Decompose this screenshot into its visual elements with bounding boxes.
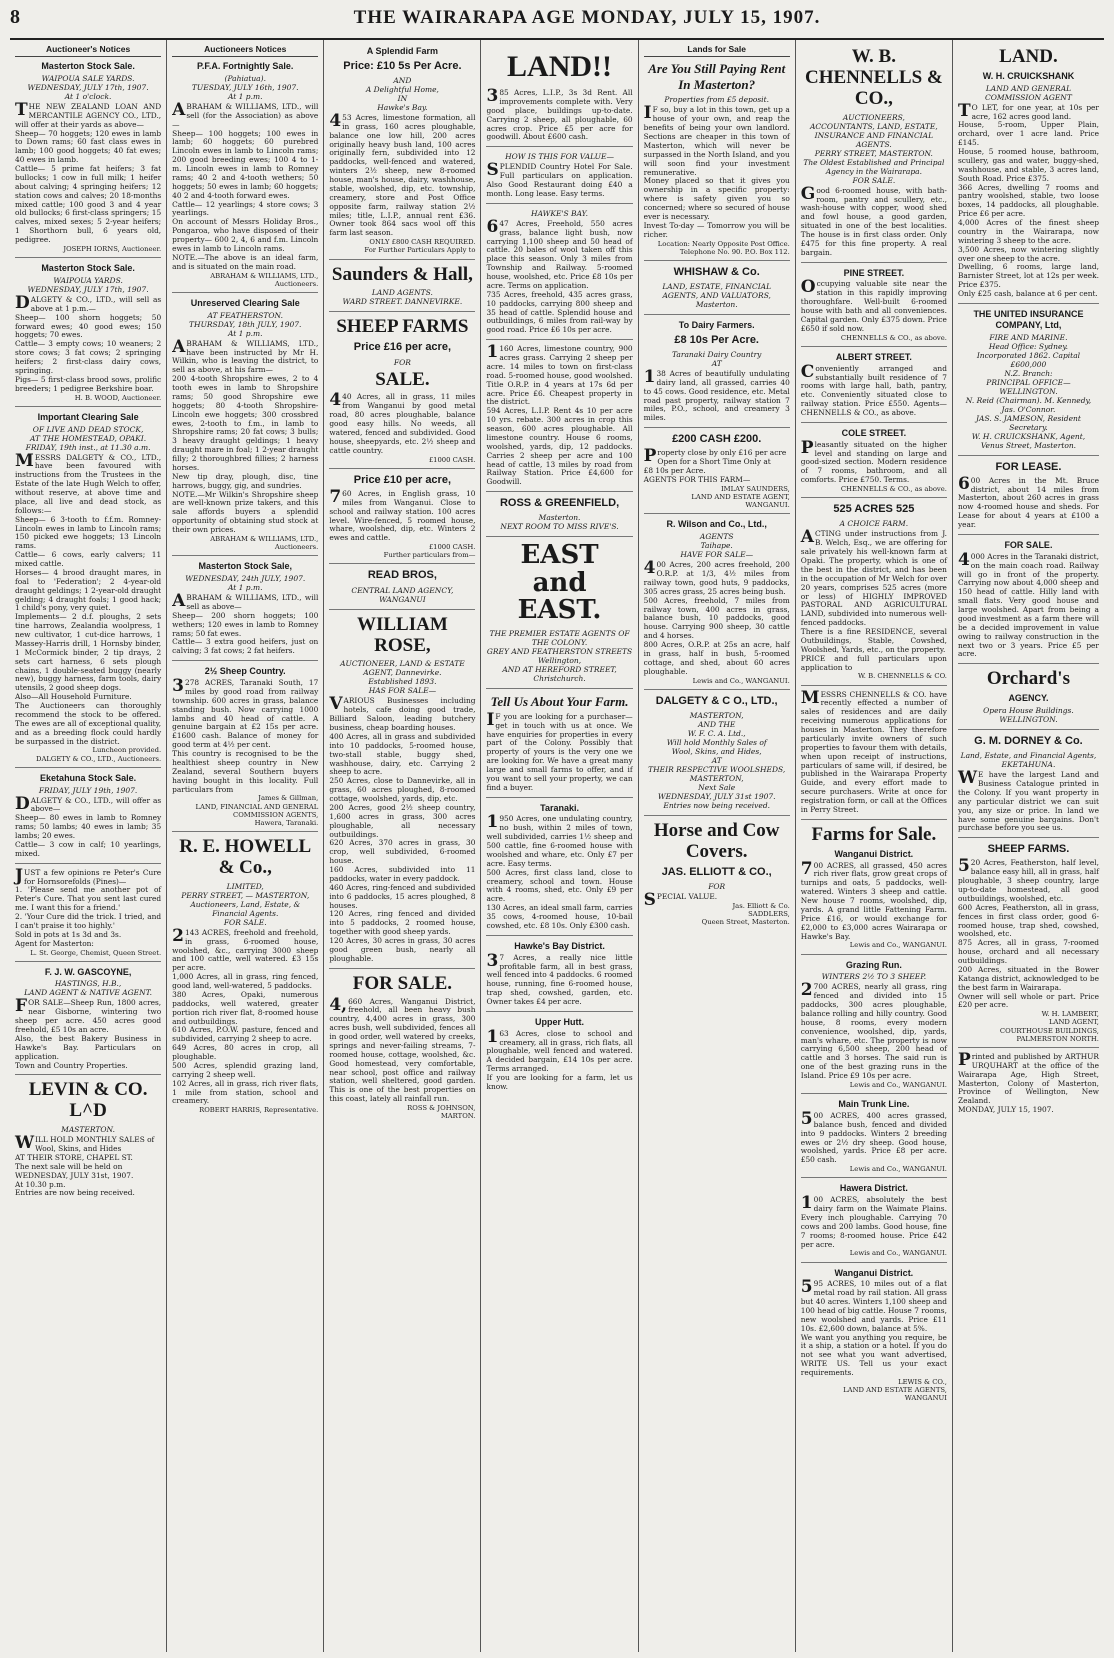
advertisement <box>800 687 947 820</box>
ad-subtitle: AND A Delightful Home, IN Hawke's Bay. <box>365 75 439 112</box>
ad-body: 520 Acres, Featherston, half level, balance easy hill, all in grass, half ploughable, 3 sheep country, large up-to-date homestead, all good outbuildings, woolshed, etc. 600 Acres, Featherston, all in grass, fences in first class order, good 6-roomed house, trap shed, cowshed, woolshed, etc. 875 Acres, all in grass, 7-roomed house, orchard and all necessary outbuildings. 200 Acres, situated in the Bower Katanga district, acknowledged to be the best farm in Wairarapa. Owner will sell whole or part. Price £20 per acre. <box>957 856 1099 1010</box>
ad-body: 440 Acres, all in grass, 11 miles from Wanganui by good metal road, 80 acres ploughable, balance good easy hills. No weeds, all watered, fenced and subdivided. Good house, sheepyards, etc. 2½ sheep and cattle country. <box>329 390 476 455</box>
ad-body: 163 Acres, close to school and creamery, all in grass, rich flats, all ploughable, well fenced and watered. A decided bargain, £14 10s per acre. Terms arranged. If you are looking for a farm, let us know. <box>486 1026 633 1091</box>
ad-body: JUST a few opinions re Peter's Cure for Hornsorefolds (Pines)— 1. 'Please send me another pot of Peter's Cure. That you sent last cured me. I want this for a friend.' 2. 'Your Cure did the trick. I tried, and I can't praise it too highly.' Sold in pots at 1s 3d and 3s. Agent for Masterton: <box>15 865 162 948</box>
ad-signature: W. B. CHENNELLS & CO. <box>857 672 947 681</box>
advertisement <box>958 461 1099 535</box>
ad-subtitle: AGENTS Taihape. HAVE FOR SALE— <box>680 532 754 560</box>
advertisement <box>329 474 475 565</box>
ad-body: Conveniently arranged and substantially built residence of 7 rooms with large hall, bath, pantry, etc. Conveniently situated close to railway station. Price £550. Agents—CHENNELLS & CO., as above. <box>800 361 947 418</box>
ad-body: Occupying valuable site near the station in this rapidly improving thoroughfare. Well-built 6-roomed house with bath and all conveniences. Capital garden. Only £375 down. Price £650 if sold now. <box>800 277 947 333</box>
ad-subtitle: WAIPOUA YARDS. WEDNESDAY, JULY 17th, 1907. <box>27 275 149 294</box>
ad-display-heading: WILLIAM ROSE, <box>356 613 448 656</box>
ad-large-heading: LAND!! <box>507 50 613 83</box>
ad-display-heading: W. B. CHENNELLS & CO., <box>804 46 943 109</box>
advertisement <box>486 50 632 147</box>
ad-body: 500 ACRES, 400 acres grassed, balance bush, fenced and divided into 9 paddocks. Winters 2 breeding ewes or 2½ dry sheep. Good house, woolshed, yards. Price £8 per acre. £50 cash. <box>800 1108 947 1165</box>
advertisement <box>486 694 632 797</box>
ad-heading: To Dairy Farmers. <box>678 320 755 330</box>
ad-body: WILL HOLD MONTHLY SALES of Wool, Skins, and Hides AT THEIR STORE, CHAPEL ST. The next sale will be held on WEDNESDAY, JULY 31st, 1907. At 10.30 p.m. Entries are now being received. <box>15 1133 155 1198</box>
ad-body: 4000 Acres in the Taranaki district, on the main coach road. Railway will go in front of the property. Carrying now about 4,000 sheep and 150 head of cattle. Hilly land with small flats. Very good house and large woolshed. Apart from being a good investment as a farm there will be a decided improvement in value owing to railway construction in the next two or 3 years. Price £5 per acre. <box>957 549 1099 659</box>
ad-body: 453 Acres, limestone formation, all in grass, 160 acres ploughable, balance one low hill, 200 acres originally heavy bush land, 100 acres originally fern, subdivided into 12 paddocks, well-fenced and watered, winters 2½ sheep, new 8-roomed house, man's house, dairy, washhouse, stable, woolshed, dip, etc. township, creamery, store and Post Office opposite farm, railway station 2½ miles; title, L.I.P., annual rent £36. Owner took 864 sacs wool off this farm last season. <box>329 110 476 238</box>
ad-subtitle: FOR <box>708 881 726 891</box>
ad-signature: James & Gillman, LAND, FINANCIAL AND GENERAL COMMISSION AGENTS, Hawera, Taranaki. <box>195 794 319 827</box>
advertisement <box>486 803 632 936</box>
advertisement <box>486 1017 632 1096</box>
advertisement <box>801 503 947 685</box>
column-heading: Auctioneer's Notices <box>15 44 161 57</box>
column-heading: Lands for Sale <box>644 44 790 57</box>
ad-subheading: ROSS & GREENFIELD, <box>499 497 620 510</box>
column-heading: Auctioneers Notices <box>172 44 318 57</box>
ad-heading: Hawera District. <box>839 1183 908 1194</box>
column-4 <box>481 40 638 1652</box>
ad-signature: £1000 CASH. <box>428 455 476 464</box>
advertisement <box>801 47 947 263</box>
ad-signature: H. B. WOOD, Auctioneer. <box>74 393 162 402</box>
ad-subtitle: HASTINGS, H.B., LAND AGENT & NATIVE AGENT. <box>24 979 152 998</box>
ad-signature: ROBERT HARRIS, Representative. <box>199 1106 319 1115</box>
ad-subtitle: Properties from £5 deposit. <box>664 95 769 105</box>
ad-heading: R. Wilson and Co., Ltd., <box>666 519 767 530</box>
ad-subheading: READ BROS, <box>367 569 437 582</box>
ad-heading: Taranaki. <box>540 802 579 813</box>
advertisement <box>644 821 790 930</box>
ad-subtitle: WEDNESDAY, 24th JULY, 1907. At 1 p.m. <box>185 574 306 593</box>
ad-subheading: Price: £10 5s Per Acre. <box>343 59 462 72</box>
ad-subheading: WHISHAW & Co. <box>673 265 760 278</box>
ad-signature: ABRAHAM & WILLIAMS, LTD., Auctioneers. <box>210 271 319 288</box>
ad-subtitle: Masterton. NEXT ROOM TO MISS RIVE'S. <box>500 513 619 532</box>
advertisement <box>329 46 475 260</box>
ad-subtitle: CENTRAL LAND AGENCY, WANGANUI <box>351 585 454 604</box>
ad-body: 595 ACRES, 10 miles out of a flat metal road by rail station. All grass but 40 acres. Winters 1,100 sheep and 100 head of big cattle. House 7 rooms, new woolshed and yards. Price £11 10s. £2,600 down, balance at 5%. We want you anything you require, be it a ship, a station or a hotel. If you do not see what you want advertised, WRITE US. Tell us your exact requirements. <box>800 1277 947 1378</box>
ad-subheading: £200 CASH £200. <box>672 433 762 446</box>
advertisement <box>172 666 318 832</box>
ad-body: TO LET, for one year, at 10s per acre, 162 acres good land. House, 5-room, Upper Plain, orchard, over 1 acre land. Price £145. House, 5 roomed house, bathroom, scullery, gas and water, buggy-shed, washhouse, and stable, 3 acres land, South Road. Price £375. 366 Acres, dwelling 7 rooms and pantry woolshed, stable, two loose boxes, 14 paddocks, all ploughable. Price £6 per acre. 4,000 Acres of the finest sheep country in the Wairarapa, now wintering 3 sheep to the acre. 3,500 Acres, now wintering slightly over one sheep to the acre. Dwelling, 6 rooms, large land, Barnister Street, lot at 12s per week. Price £375. Only £25 cash, balance at 6 per cent. <box>957 100 1099 299</box>
advertisement <box>958 47 1099 304</box>
ad-subheading: JAS. ELLIOTT & CO., <box>661 865 772 878</box>
advertisement <box>172 837 318 1118</box>
advertisement <box>486 497 632 537</box>
ad-body: ABRAHAM & WILLIAMS, LTD., will sell (for the Association) as above— Sheep— 100 hoggets; 100 ewes in lamb; 60 hoggets; 60 purebred Lincoln ewes in lamb to Lincoln rams; 200 good breeding ewes; 100 4 to 1-m. Lincoln ewes in lamb to Romney rams; 40 2 and 4-tooth wethers; 50 hoggets; 50 ewes in lamb; 60 hoggets; 40 2 and 4-tooth forward ewes. Cattle— 12 yearlings; 4 store cows; 3 yearlings. On account of Messrs Holiday Bros., Pongaroa, who have disposed of their property— 600 2, 4, 6 and f.m. Lincoln ewes in lamb to Lincoln rams. NOTE.—The above is an ideal farm, and is situated on the main road. <box>172 99 319 271</box>
ad-subheading: SHEEP FARMS. <box>987 843 1070 856</box>
ad-signature: L. St. George, Chemist, Queen Street. <box>30 948 162 957</box>
ad-display-heading: SHEEP FARMS <box>336 316 469 338</box>
advertisement <box>486 152 632 204</box>
ad-body: FOR SALE—Sheep Run, 1800 acres, near Gisborne, wintering two sheep per acre. 450 acres good freehold, £5 10s an acre. Also, the best Bakery Business in Hawke's Bay. Particulars on application. Town and Country Properties. <box>15 996 162 1070</box>
ad-display-heading: R. E. HOWELL & Co., <box>179 836 312 878</box>
ad-body: MESSRS CHENNELLS & CO. have recently effected a number of sales of residences and are daily receiving numerous applications for houses in Masterton. They therefore particularly invite owners of such properties to favour them with details, when upon receipt of instructions, particulars of same will, if desired, be published in the Wairarapa Property Guide, and every effort made to secure purchasers. Write at once for registration form, or call at the Offices in Perry Street. <box>800 687 947 814</box>
advertisement <box>172 61 318 293</box>
ad-body: DALGETY & CO., LTD., will sell as above at 1 p.m.— Sheep— 100 shorn hoggets; 50 forward ewes; 40 good ewes; 150 hoggets; 70 ewes. Cattle— 3 empty cows; 10 weaners; 2 store cows; 3 fat cows; 2 springing heifers; 2 first-class dairy cows, springing. Pigs— 5 first-class brood sows, prolific breeders; 1 pedigree Berkshire boar. <box>15 292 162 393</box>
ad-body: ABRAHAM & WILLIAMS, LTD., have been instructed by Mr H. Wilkin, who is leaving the district, to sell as above, at his farm— 200 4-tooth Shropshire ewes, 2 to 4 tooth ewes in lamb to Shropshire rams; 50 good Shropshire ewe hoggets; 80 4-tooth Shropshire-Lincoln ewe hoggets; 300 crossbred ewes, 2-tooth to f.m., in lamb to Shropshire rams; 20 fat cows; 3 bulls; 3 heavy draught geldings; 1 heavy draught mare in foal; 1 2-year draught filly; 2 thoroughbred fillies; 2 harness horses. New tip dray, plough, disc, tine harrows, buggy, gig, and sundries. NOTE.—Mr Wilkin's Shropshire sheep are well-known prize takers, and this sale affords buyers a splendid opportunity of obtaining stud stock at their own prices. <box>172 336 319 535</box>
ad-subheading: 525 ACRES 525 <box>833 503 915 516</box>
ad-body: 385 Acres, L.I.P., 3s 3d Rent. All improvements complete with. Very good place, buildings up-to-date. Carrying 2 sheep, all ploughable, 60 acres crop. Price £5 per acre for goodwill. About £600 cash. <box>486 86 633 142</box>
advertisement <box>958 669 1099 730</box>
ad-signature: IMLAY SAUNDERS, LAND AND ESTATE AGENT, WANGANUI. <box>691 484 790 510</box>
ad-subtitle: AUCTIONEERS, ACCOUNTANTS, LAND, ESTATE, INSURANCE AND FINANCIAL AGENTS. PERRY STREET, MASTERTON. The Oldest Established and Principal Agency in the Wairarapa. FOR SALE. <box>803 112 945 185</box>
advertisement <box>801 428 947 498</box>
ad-body: 3278 ACRES, Taranaki South, 17 miles by good road from railway township. 600 acres in grass, balance standing bush. Now carrying 1000 lambs and 40 head of cattle. A genuine bargain at £2 15s per acre. £1600 cash. Balance of money for good term at 4½ per cent. This country is recognised to be the healthiest sheep country in New Zealand, several Southern buyers having bought in this locality. Full particulars from <box>172 676 319 794</box>
ad-display-heading: LAND. <box>999 46 1058 67</box>
ad-body: 700 ACRES, all grassed, 450 acres rich river flats, grow great crops of turnips and oats, 5 paddocks, well-watered. Winters 3 sheep and cattle. New house 7 rooms, woolshed, dip, yards. A grand little Fattening Farm. Price £16, or would exchange for £2,000 to £3,000 acres Wairarapa or Hawke's Bay. <box>800 858 947 941</box>
ad-heading: Hawke's Bay District. <box>514 940 605 951</box>
ad-signature: ONLY £800 CASH REQUIRED. For Further Particulars Apply to <box>364 238 476 255</box>
advertisement <box>644 519 790 689</box>
ad-gothic-heading: EAST and EAST. <box>517 540 602 625</box>
ad-italic-heading: Are You Still Paying Rent In Masterton? <box>648 61 786 92</box>
advertisement <box>486 209 632 340</box>
ad-body: DALGETY & CO., LTD., will offer as above— Sheep— 80 ewes in lamb to Romney rams; 50 lambs; 40 ewes in lamb; 35 lambs; 20 ewes. Cattle— 3 cow in calf; 10 yearlings, mixed. <box>15 793 162 858</box>
ad-subheading: FOR LEASE. <box>995 460 1062 473</box>
advertisement <box>172 561 318 661</box>
ad-signature: Lewis and Co., WANGANUI. <box>849 1080 947 1089</box>
ad-heading: A Splendid Farm <box>366 46 438 56</box>
advertisement <box>644 695 790 816</box>
ad-subtitle: LAND AGENTS. WARD STREET. DANNEVIRKE. <box>342 288 463 307</box>
column-5 <box>639 40 796 1652</box>
ad-body: 647 Acres, Freehold, 550 acres grass, balance light bush, now carrying 1,100 sheep and 50 head of cattle. 20 bales of wool taken off this place this season. Only 3 miles from Township and Railway. 5-roomed house, woolshed, etc. Price £8 10s per acre. Terms on application. 735 Acres, freehold, 435 acres grass, 10 paddocks, carrying 800 sheep and 35 head of cattle. Splendid house and outbuildings, 6 miles from rail-way by good road. Price £6 10s per acre. <box>486 216 633 335</box>
ad-subtitle: FRIDAY, JULY 19th, 1907. <box>38 785 138 795</box>
ad-body: 2143 ACRES, freehold and freehold, in grass, 6-roomed house, woolshed, &c., carrying 3000 sheep and 100 cattle, well watered. £3 15s per acre. 1,000 Acres, all in grass, ring fenced, good land, well-watered, 5 paddocks. 380 Acres, Opaki, numerous paddocks, well watered, greater portion rich river flat, 8-roomed house and outbuildings. 610 Acres, P.O.W. pasture, fenced and subdivided, carrying 2 sheep to acre. 649 Acres, 80 acres in crop, all ploughable. 500 Acres, splendid grazing land, carrying 2 sheep well. 102 Acres, all in grass, rich river flats, 1 mile from station, school and creamery. <box>172 925 319 1106</box>
advertisement <box>15 263 161 407</box>
advertisement <box>801 960 947 1095</box>
advertisement <box>329 974 475 1125</box>
ad-subtitle: THE PREMIER ESTATE AGENTS OF THE COLONY. GREY AND FEATHERSTON STREETS Wellington, AND AT HEREFORD STREET, Christchurch. <box>486 629 633 684</box>
ad-body: Property close by only £16 per acre Open for a Short Time Only at £8 10s per Acre. AGENTS FOR THIS FARM— <box>643 446 787 485</box>
ad-body: WE have the largest Land and Business Catalogue printed in the Colony. If you want property in any particular district we can suit you, any size or price. In land we have some genuine bargains. Don't purchase before you see us. <box>957 768 1099 833</box>
ad-body: ACTING under instructions from J. B. Welch, Esq., we are offering for sale privately his well-known farm at Opaki. The property, which is one of the best in the district, and has been in the occupation of Mr Welch for over 20 years, comprises 525 acres (more or less) of HIGHLY IMPROVED PASTORAL AND AGRICULTURAL LAND, subdivided into numerous well-fenced paddocks. There is a fine RESIDENCE, several Outbuildings, Stable, Cowshed, Woolshed, Yards, etc., on the property. PRICE and full particulars upon application to <box>800 527 947 672</box>
advertisement <box>486 342 633 492</box>
advertisement <box>801 352 947 423</box>
ad-signature: W. H. LAMBERT, LAND AGENT, COURTHOUSE BUILDINGS, PALMERSTON NORTH. <box>999 1010 1099 1043</box>
ad-heading: ALBERT STREET. <box>835 351 912 362</box>
ad-signature: ABRAHAM & WILLIAMS, LTD., Auctioneers. <box>210 534 319 552</box>
ad-body: 760 Acres, in English grass, 10 miles from Wanganui. Close to school and railway station. 100 acres level. Wire-fenced, 5 roomed house, whare, woolshed, dip, etc. Winters 2 ewes and cattle. <box>329 486 476 543</box>
ad-body: 600 Acres in the Mt. Bruce district, about 14 miles from Masterton, about 260 acres in grass now 4-roomed house and sheds. For Lease for about 4 years at £100 a year. <box>957 473 1099 530</box>
advertisement <box>15 412 161 768</box>
page-number: 8 <box>10 6 20 28</box>
ad-subtitle: HAWKE'S BAY. <box>531 208 589 218</box>
ad-heading: W. H. CRUICKSHANK <box>982 70 1075 81</box>
ad-heading: Masterton Stock Sale. <box>41 263 135 274</box>
ad-signature: JOSEPH IORNS, Auctioneer. <box>63 244 162 253</box>
ad-heading: COLE STREET. <box>841 427 907 438</box>
advertisement <box>329 569 475 609</box>
ad-body: 400 Acres, 200 acres freehold, 200 O.R.P. at 1/3, 4½ miles from railway town, good huts, 9 paddocks, 305 acres grass, 25 acres being bush. 500 Acres, freehold, 7 miles from railway town, 400 acres in grass, balance bush, 10 paddocks, good house. Carrying 900 sheep, 30 cattle and 4 horses. 800 Acres, O.R.P. at 25s an acre, half in grass, half in bush, 5-roomed cottage, and shed, about 60 acres ploughable. <box>643 558 790 676</box>
ad-subtitle: FOR <box>393 357 411 367</box>
ad-subheading: G. M. DORNEY & Co. <box>974 734 1083 747</box>
ad-signature: Lewis and Co., WANGANUI. <box>849 1249 947 1258</box>
ad-subtitle: WAIPOUA SALE YARDS. WEDNESDAY, JULY 17th, 1907. At 1 o'clock. <box>27 73 149 101</box>
ad-signature: Jas. Elliott & Co. SADDLERS, Queen Street, Masterton. <box>701 901 790 927</box>
advertisement <box>15 773 161 864</box>
ad-heading: P.F.A. Fortnightly Sale. <box>197 61 294 72</box>
ad-display-heading: Saunders & Hall, <box>331 263 473 285</box>
ad-heading: Eketahuna Stock Sale. <box>40 772 137 783</box>
ad-subtitle: FIRE AND MARINE. Head Office: Sydney. Incorporated 1862. Capital £600,000 N.Z. Branch: PRINCIPAL OFFICE—WELLINGTON. N. Reid (Chairman). M. Kennedy, Jas. O'Connor. JAS. S. JAMESON, Resident Secretary. W. H. CRUICKSHANK, Agent, Venus Street, Masterton. <box>965 332 1092 450</box>
advertisement <box>801 825 947 955</box>
ad-body: MESSRS DALGETY & CO., LTD., have been favoured with instructions from the Trustees in the Estate of the late Hugh Welch to offer, without reserve, at above time and place, all live and dead stock, as follows:— Sheep— 6 3-tooth to f.f.m. Romney-Lincoln ewes in lamb to Lincoln rams; 150 picked ewe hoggets; 13 Lincoln rams. Cattle— 6 cows, early calvers; 11 mixed cattle. Horses— 4 brood draught mares, in foal to 'Federation'; 2 4-year-old draught geldings; 1 2-year-old draught gelding; 4 draught foals; 1 good hack; 1 child's pony, very quiet. Implements— 2 d.f. ploughs, 2 sets tine harrows, Zealandia woolpress, 1 new cultivator, 1 cut-dice harrows, 1 Massey-Harris drill, 1 Hornsby binder, 1 McCormick binder, 2 tip drays, 2 sets cart harness, 6 sets plough chains, 1 double-seated buggy (nearly new), buggy harness, farm tools, dairy utensils, 2 good sheep dogs. Also—All Household Furniture. The Auctioneers can thoroughly recommend the stock to be offered. The ewes are all of exceptional quality, and as a breeding flock could hardly be surpassed in the district. <box>15 450 162 746</box>
ad-heading: 2½ Sheep Country. <box>204 666 286 677</box>
ad-body: SPECIAL VALUE. <box>643 889 718 910</box>
ad-heading: PINE STREET. <box>843 267 905 278</box>
ad-heading: Upper Hutt. <box>535 1016 585 1027</box>
ad-subheading: DALGETY & C O., LTD., <box>655 694 778 707</box>
ad-body: THE NEW ZEALAND LOAN AND MERCANTILE AGENCY CO., LTD., will offer at their yards as above— Sheep— 70 hoggets; 120 ewes in lamb to Down rams; 60 fast class ewes in lamb; 100 good hoggets; 40 fat ewes; 40 ewes in lamb. Cattle— 5 prime fat heifers; 3 fat bullocks; 1 cow in full milk; 1 heifer about calving; 4 springing heifers; 12 station cows and calves; 20 18-months mixed cattle; 100 good 3 and 4 year old bullocks; 6 first-class springers; 15 calves, mixed sexes; 5 2-year heifers; 1 Shorthorn bull, 6 years old, pedigree. <box>15 99 162 245</box>
ad-display-heading-2: SALE. <box>375 368 430 390</box>
ad-subtitle: AT FEATHERSTON. THURSDAY, 18th JULY, 1907. At 1 p.m. <box>189 310 302 338</box>
advertisement <box>958 540 1099 664</box>
advertisement <box>958 309 1099 456</box>
ad-signature: Lewis and Co., WANGANUI. <box>849 941 947 950</box>
ad-body: 4,660 Acres, Wanganui District, freehold, all been heavy bush country, 4,400 acres in grass, 300 acres bush, well subdivided, fences all in good order, well watered by creeks, springs and never-failing streams, 7-roomed house, cottage, woolshed, &c. Good homestead, very comfortable, near school, post office and railway station, well sheltered, good garden. This is one of the best properties on this coast, lately all rainfall run. <box>329 994 476 1104</box>
column-6 <box>796 40 953 1652</box>
ad-heading: Masterton Stock Sale. <box>41 61 135 72</box>
ad-heading: Wanganui District. <box>834 1267 914 1278</box>
advertisement <box>801 268 947 347</box>
advertisement <box>957 1049 1099 1119</box>
column-2 <box>167 40 324 1652</box>
column-3 <box>324 40 481 1652</box>
ad-subtitle: LAND AND GENERAL COMMISSION AGENT <box>985 83 1072 102</box>
advertisement <box>15 967 161 1076</box>
ad-body: 37 Acres, a really nice little profitable farm, all in best grass, well fenced into 4 paddocks. 6 roomed house, running, fine 6-roomed house, trap shed, cowshed, garden, etc. Owner takes £4 per acre. <box>486 950 633 1007</box>
advertisement <box>644 266 790 315</box>
ad-subtitle: LIMITED, PERRY STREET, — MASTERTON, Auctioneers, Land, Estate, & Financial Agents. FOR SALE. <box>181 881 310 927</box>
advertisement <box>958 735 1099 838</box>
ad-signature: LEWIS & CO., LAND AND ESTATE AGENTS, WANGANUI <box>843 1377 947 1403</box>
advertisement <box>329 615 475 969</box>
advertisement <box>15 865 162 962</box>
ad-subtitle: Opera House Buildings. WELLINGTON. <box>983 705 1074 724</box>
ad-heading: THE UNITED INSURANCE COMPANY, Ltd, <box>973 308 1084 330</box>
ad-subtitle: MASTERTON. <box>61 1125 115 1135</box>
ad-body: 2700 ACRES, nearly all grass, ring fenced and divided into 15 paddocks, 300 acres ploughable, balance rolling and hilly country. Good house, 8 rooms, every modern convenience, woolshed, dip, yards, man's whare, etc. The property is now carrying 6,500 sheep, 200 head of cattle and 3 horses. The said run is one of the best grazing runs in the Island. Price £9 10s per acre. <box>800 980 947 1081</box>
ad-subtitle: Land, Estate, and Financial Agents, EKETAHUNA. <box>960 751 1097 770</box>
ad-heading: Main Trunk Line. <box>838 1099 910 1110</box>
ad-body: VARIOUS Businesses including hotels, cafe doing good trade, Billiard Saloon, leading butchery business, cheap boarding houses. 400 Acres, all in grass and subdivided into 10 paddocks, 5-roomed house, two-stall stable, buggy shed, washhouse, dairy, etc. Carrying 2 sheep to acre. 250 Acres, close to Dannevirke, all in grass, 60 acres ploughed, 8-roomed cottage, woolshed, yards, dip, etc. 200 Acres, good 2½ sheep country, 1,600 acres in grass, 300 acres ploughable, all necessary outbuildings. 620 Acres, 370 acres in grass, 30 crop, well subdivided, 6-roomed house. 160 Acres, subdivided into 11 paddocks, water in every paddock. 460 Acres, ring-fenced and subdivided into 6 paddocks, 15 acres ploughed, 8 houses. 120 Acres, ring fenced and divided into 5 paddocks, 2 roomed house, together with good sheep yards. 120 Acres, 30 acres in grass, 30 acres good green bush, nearly all ploughable. <box>329 694 476 963</box>
ad-body: SPLENDID Country Hotel For Sale. Full particulars on application. Also Good Restaurant doing £40 a month. Long lease. Easy terms. <box>486 160 633 198</box>
ad-heading: Masterton Stock Sale, <box>198 561 292 572</box>
ad-subtitle: (Pahiatua). TUESDAY, JULY 16th, 1907. At 1 p.m. <box>191 73 299 101</box>
ad-body: 1160 Acres, limestone country, 900 acres grass. Carrying 2 sheep per acre. 14 miles to town on first-class road. 5-roomed house, good woolshed. Title O.R.P. in 4 years at 17s 6d per acre. Price £6. Cheapest property in the district. 594 Acres, L.I.P. Rent 4s 10 per acre 10 yrs. rebate. 300 acres in crop this season, 600 acres ploughable. All limestone country. House 6 rooms, woolshed, yards, dip, 12 paddocks. Carries 2 sheep per acre and 100 head of cattle, 13 miles by road from Railway Station. Price £4,600 for Goodwill. <box>486 342 633 487</box>
advertisement <box>801 1268 947 1407</box>
advertisement <box>644 61 790 261</box>
ad-heading: Unreserved Clearing Sale <box>190 297 300 308</box>
ad-display-heading: Orchard's <box>986 668 1070 690</box>
advertisement <box>644 320 790 428</box>
newspaper-title: THE WAIRARAPA AGE MONDAY, JULY 15, 1907. <box>353 7 821 28</box>
advertisement <box>801 1183 947 1262</box>
ad-subtitle: A CHOICE FARM. <box>839 519 909 529</box>
ad-subtitle: LAND, ESTATE, FINANCIAL AGENTS, AND VALUATORS, Masterton. <box>662 282 772 309</box>
advertisement <box>486 941 632 1012</box>
ad-heading: F. J. W. GASCOYNE, <box>44 966 132 977</box>
ad-signature: CHENNELLS & CO., as above. <box>840 485 947 494</box>
ad-heading: AGENCY. <box>1008 693 1049 704</box>
advertisement <box>15 61 161 258</box>
advertisement <box>644 433 790 514</box>
ad-subtitle: MASTERTON, AND THE W. F. C. A. Ltd., Will hold Monthly Sales of Wool, Skins, and Hides, AT THEIR RESPECTIVE WOOLSHEDS, MASTERTON, Next Sale WEDNESDAY, JULY 31st 1907. Entries now being received. <box>648 710 786 810</box>
ad-body: ABRAHAM & WILLIAMS, LTD., will sell as above— Sheep— 200 shorn hoggets; 100 wethers; 120 ewes in lamb to Romney rams; 50 fat ewes. Cattle— 3 extra good heifers, just on calving; 3 fat cows; 2 fat heifers. <box>172 591 319 656</box>
column-7 <box>953 40 1104 1652</box>
advertisement <box>486 542 632 689</box>
ad-signature: ROSS & JOHNSON, MARTON. <box>407 1104 476 1121</box>
ad-body: IF you are looking for a purchaser—get in touch with us at once. We have enquiries for properties in every part of the Colony. Possibly that property of yours is the very one we are looking for. We have a great many large and small farms to offer, and if you want to sell your property, we can find a buyer. <box>486 709 633 792</box>
ad-heading: Wanganui District. <box>834 848 914 859</box>
ad-signature: £1000 CASH. Further particulars from— <box>383 543 476 560</box>
ad-italic-heading: Tell Us About Your Farm. <box>490 694 629 710</box>
advertisement <box>15 1080 161 1202</box>
ad-heading: FOR SALE. <box>1004 539 1053 550</box>
ad-signature: Luncheon provided. DALGETY & CO., LTD., Auctioneers. <box>36 746 162 763</box>
ad-body: Printed and published by ARTHUR URQUHART at the office of the Wairarapa Age, High Street, Masterton, Colony of Masterton, Province of Wellington, New Zealand. MONDAY, JULY 15, 1907. <box>957 1049 1099 1115</box>
ad-body: 138 Acres of beautifully undulating dairy land, all grassed, carries 40 to 45 cows. Good residence, etc. Metal road past property, railway station 7 miles, P.O., school, and creamery 3 miles. <box>643 366 790 423</box>
ad-signature: CHENNELLS & CO., as above. <box>840 333 947 342</box>
ad-heading: Grazing Run. <box>845 959 902 970</box>
ad-subheading: Price £16 per acre, <box>353 341 452 354</box>
ad-subtitle: AUCTIONEER, LAND & ESTATE AGENT, Dannevirke. Established 1893. HAS FOR SALE— <box>340 659 465 696</box>
ad-signature: Lewis and Co., WANGANUI. <box>692 676 790 685</box>
ad-body: Good 6-roomed house, with bath-room, pantry and scullery, etc., wash-house with copper, wood shed and fowl house, a good garden, situated in one of the best localities. The house is in first class order. Only £475 for this fine property. A real bargain. <box>800 183 947 257</box>
ad-body: Pleasantly situated on the higher level and standing on large and good-sized section. Modern residence of 7 rooms, bathroom, and all comforts. Price £750. Terms. <box>800 437 947 485</box>
ad-display-heading: Farms for Sale. <box>811 823 937 845</box>
ad-display-heading: Horse and Cow Covers. <box>653 819 780 862</box>
ad-subtitle: HOW IS THIS FOR VALUE— <box>505 152 614 162</box>
masthead <box>10 6 1104 40</box>
columns <box>10 40 1104 1652</box>
ad-subtitle: OF LIVE AND DEAD STOCK, AT THE HOMESTEAD, OPAKI. FRIDAY, 19th inst., at 11.30 a.m. <box>25 424 151 452</box>
ad-subheading: Price £10 per acre, <box>353 473 452 486</box>
ad-display-heading: FOR SALE. <box>352 972 453 994</box>
ad-subtitle: Taranaki Dairy Country AT <box>671 349 762 368</box>
advertisement <box>172 298 318 556</box>
advertisement <box>329 317 475 468</box>
ad-display-heading: LEVIN & CO. L^D <box>28 1079 148 1122</box>
ad-subheading: £8 10s Per Acre. <box>674 333 759 346</box>
ad-body: 100 ACRES, absolutely the best dairy farm on the Waimate Plains. Every inch ploughable. Carrying 70 cows and 200 lambs. Good house, fine 7 rooms; 8-roomed house. Price £42 per acre. <box>800 1193 947 1249</box>
advertisement <box>801 1099 947 1178</box>
ad-signature: Lewis and Co., WANGANUI. <box>849 1165 947 1174</box>
ad-body: IF so, buy a lot in this town, get up a house of your own, and reap the benefits of being your own landlord. Sections are cheaper in this town of Masterton, which will never be surpassed in the North Island, and you will soon find your investment remunerative. Money placed so that it gives you ownership in a specific property: where is safety given you so concerned; where so secured of house ever is necessary. Invest To-day — Tomorrow you will be richer. <box>643 103 790 239</box>
ad-body: 1950 Acres, one undulating country, no bush, within 2 miles of town, well subdivided, carries 1½ sheep and 500 cattle, fine 6-roomed house with woolshed and whare, etc. Only £7 per acre. Easy terms. 500 Acres, first class land, close to creamery, school and town. House with 4 rooms, shed, etc. Only £9 per acre. 130 Acres, an ideal small farm, carries 35 cows, 4-roomed house, 10-bail cowshed, etc. £8 10s. Only £300 cash. <box>486 812 633 930</box>
ad-heading: Important Clearing Sale <box>37 411 139 422</box>
advertisement <box>329 265 475 313</box>
column-1 <box>10 40 167 1652</box>
advertisement <box>958 843 1099 1048</box>
ad-signature: Location: Nearly Opposite Post Office. Telephone No. 90. P.O. Box 112. <box>657 239 790 256</box>
ad-subtitle: WINTERS 2½ TO 3 SHEEP. <box>821 972 927 982</box>
